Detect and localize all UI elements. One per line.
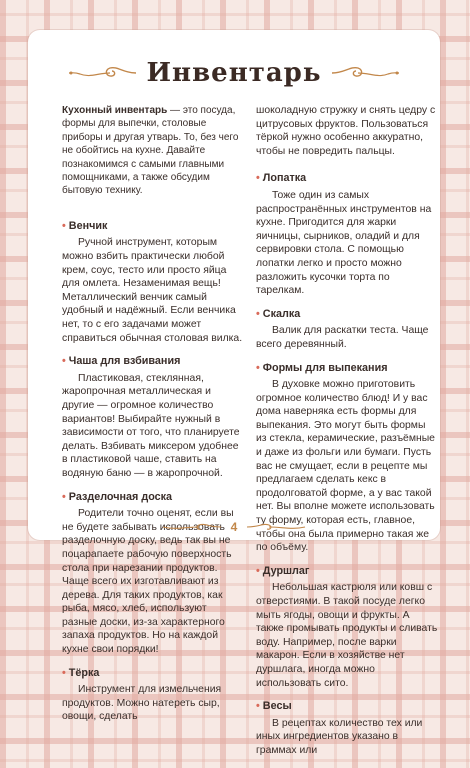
section-scales	[256, 700, 438, 757]
left-column	[62, 104, 244, 734]
bullet-icon: •	[256, 361, 260, 374]
section-text: Инструмент для измельчения продуктов. Можно натереть сыр, овощи, сделать	[62, 684, 222, 723]
section-whisk	[62, 220, 244, 345]
section-title: Дуршлаг	[262, 564, 310, 577]
intro-paragraph	[62, 104, 244, 198]
intro-lead: Кухонный инвентарь	[62, 105, 168, 116]
left-ornament-icon	[161, 522, 223, 532]
page-card	[28, 30, 440, 756]
section-text: Родители точно оценят, если вы не будете забывать использовать разделочную доску, ведь так вы не поцарапаете рабочую поверхность стола при нарезании продуктов. Чаще всего их изготавливают из дерева. Для таких продуктов, как рыба, мясо, хлеб, используют разные доски, из-за характерного запаха продуктов. Но на каждой кухне свои порядки!	[62, 508, 234, 656]
section-text: Пластиковая, стеклянная, жаропрочная металлическая и другие — огромное количество вариантов! Выбирайте нужный в зависимости от того, что планируете делать. Взбивать миксером удобнее в пластиковой чаше, ставить на водяную баню — в жаропрочной.	[62, 372, 240, 479]
section-title: Весы	[262, 700, 292, 713]
section-spatula	[256, 172, 438, 297]
bullet-icon: •	[256, 307, 260, 320]
bullet-icon: •	[256, 700, 260, 713]
intro-text: — это посуда, формы для выпечки, столовые приборы и другая утварь. То, без чего не обойтись на кухне. Давайте познакомимся с самыми главными помощниками, а также обсудим бытовую технику.	[62, 105, 239, 197]
section-title: Венчик	[68, 219, 108, 232]
section-title: Скалка	[262, 307, 301, 320]
left-flourish-icon	[68, 64, 138, 82]
page-title: Инвентарь	[146, 58, 322, 88]
bullet-icon: •	[256, 564, 260, 577]
section-cutting-board	[62, 491, 244, 657]
section-title: Тёрка	[68, 666, 100, 679]
title-header	[28, 50, 440, 96]
section-text: В духовке можно приготовить огромное количество блюд! И у вас дома наверняка есть формы для выпекания. Это могут быть формы из стекла, керамические, разъёмные и даже из фольги или бумаги. Пусть вас не смущает, если в рецепте мы предлагаем сделать кекс в продолговатой форме, а у вас такой нет. Вы вполне можете использовать ту форму, которая есть, главное, чтобы она была примерно такая же по объёму.	[256, 379, 435, 554]
section-title: Чаша для взбивания	[68, 355, 181, 368]
grater-continuation: шоколадную стружку и снять цедру с цитрусовых фруктов. Пользоваться тёркой нужно особенно аккуратно, чтобы не повредить пальцы.	[256, 105, 436, 157]
bullet-icon: •	[62, 219, 66, 232]
bullet-icon: •	[62, 355, 66, 368]
right-column	[256, 104, 438, 768]
section-title: Разделочная доска	[68, 490, 173, 503]
section-grater	[62, 667, 244, 724]
right-flourish-icon	[330, 64, 400, 82]
section-bowl	[62, 355, 244, 480]
section-title: Формы для выпекания	[262, 361, 388, 374]
section-title: Лопатка	[262, 172, 307, 185]
section-text: Тоже один из самых распространённых инструментов на кухне. Пригодится для жарки яичницы, сырников, оладий и для сервировки стола. С помощью лопатки легко и просто можно разложить кусочки торта по тарелкам.	[256, 189, 432, 297]
bullet-icon: •	[62, 490, 66, 503]
section-text: Ручной инструмент, которым можно взбить практически любой крем, соус, тесто или просто яйца для омлета. Незаменимая вещь! Металлический венчик самый удобный и надёжный. Если венчика нет, то с его задачами может справиться обычная столовая вилка.	[62, 237, 243, 344]
section-rolling-pin	[256, 308, 438, 352]
section-text: В рецептах количество тех или иных ингредиентов указано в граммах или	[256, 717, 423, 756]
page-footer	[28, 520, 440, 534]
page-number: 4	[230, 520, 238, 534]
section-colander	[256, 565, 438, 690]
right-ornament-icon	[245, 522, 307, 532]
bullet-icon: •	[62, 666, 66, 679]
section-text: Небольшая кастрюля или ковш с отверстиями. В такой посуде легко мыть ягоды, овощи и фрукты. А также промывать продукты и сливать воду. Например, после варки макарон. Если в хозяйстве нет дуршлага, иногда можно использовать сито.	[256, 582, 438, 689]
bullet-icon: •	[256, 172, 260, 185]
section-text: Валик для раскатки теста. Чаще всего деревянный.	[256, 325, 429, 350]
